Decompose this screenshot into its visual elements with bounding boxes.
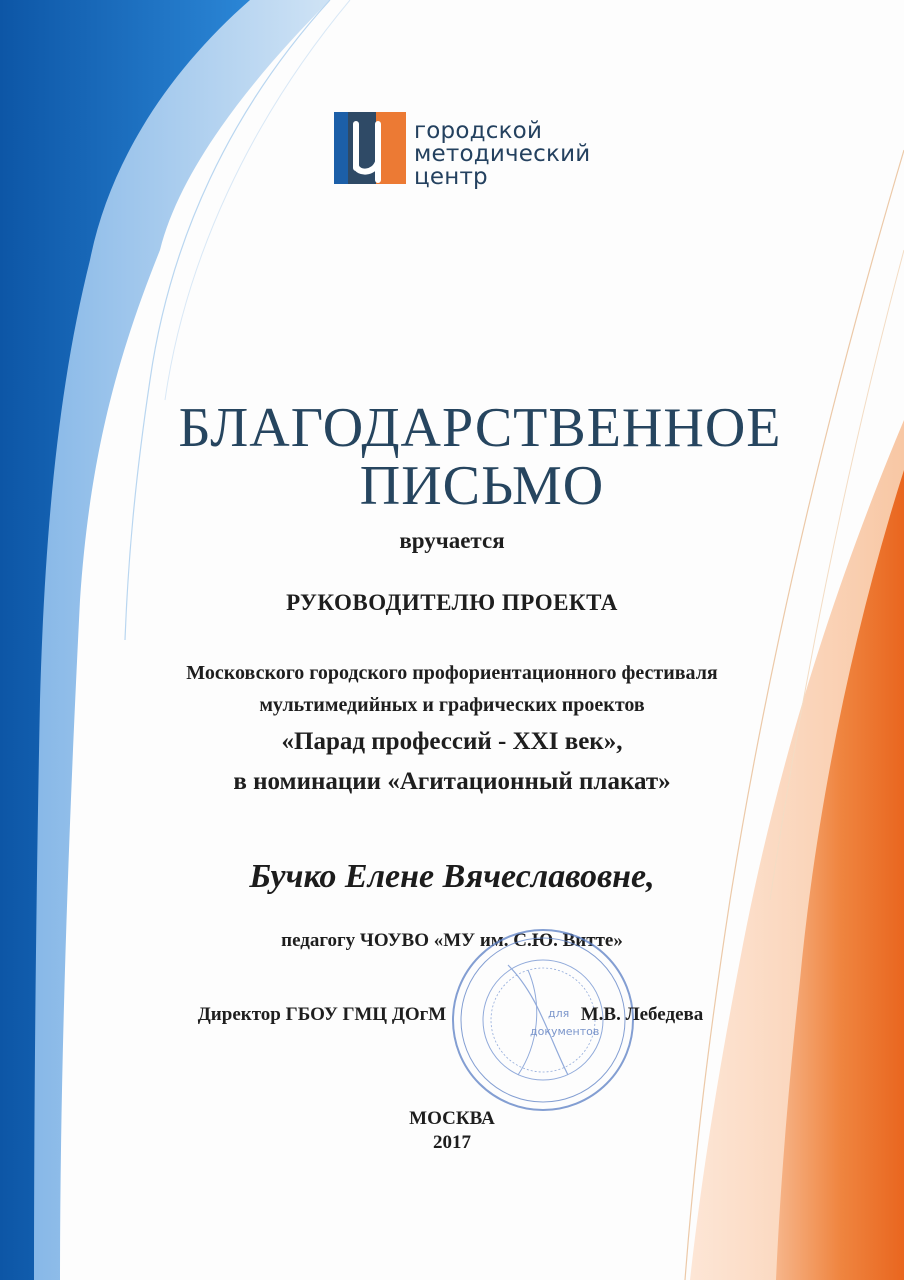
letter-title-line-2: ПИСЬМО bbox=[359, 455, 605, 517]
recipient-name: Бучко Елене Вячеславовне, bbox=[249, 858, 655, 895]
organization-logo bbox=[334, 110, 604, 190]
signature-name: М.В. Лебедева bbox=[580, 1004, 704, 1025]
footer-city: МОСКВА bbox=[409, 1108, 495, 1129]
nomination: в номинации «Агитационный плакат» bbox=[233, 768, 671, 795]
recipient-role: РУКОВОДИТЕЛЮ ПРОЕКТА bbox=[286, 590, 618, 615]
logo-line-3: центр bbox=[414, 164, 488, 190]
gmc-logo-icon bbox=[334, 110, 410, 188]
logo-line-1: городской bbox=[414, 118, 543, 144]
awarded-text: вручается bbox=[399, 528, 505, 553]
festival-name: «Парад профессий - XXI век», bbox=[281, 728, 623, 755]
logo-line-2: методический bbox=[414, 141, 591, 167]
letter-title-line-1: БЛАГОДАРСТВЕННОЕ bbox=[178, 397, 782, 459]
festival-line-1: Московского городского профориентационного фестиваля bbox=[186, 662, 718, 684]
festival-line-2: мультимедийных и графических проектов bbox=[259, 694, 645, 716]
logo-text bbox=[414, 120, 590, 189]
seal-text-2: документов bbox=[530, 1025, 600, 1038]
recipient-position: педагогу ЧОУВО «МУ им. С.Ю. Витте» bbox=[281, 930, 623, 951]
seal-text-1: для bbox=[548, 1007, 570, 1020]
footer-year: 2017 bbox=[433, 1132, 471, 1153]
signature-position: Директор ГБОУ ГМЦ ДОгМ bbox=[197, 1004, 447, 1025]
